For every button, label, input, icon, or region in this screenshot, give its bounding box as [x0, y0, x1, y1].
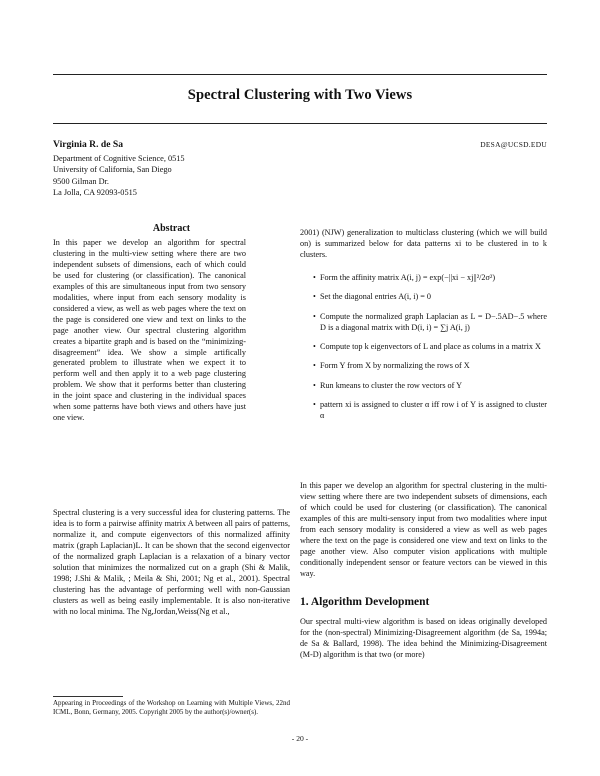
list-item: [300, 312, 547, 334]
abstract-body: In this paper we develop an algorithm for spectral clustering in the multi-view setting where there are two independent subsets of dimensions, each of which could be used for clustering (or classification). The canonical examples of this are simultaneous input from two sensory modalities, where input from each sensory modality is considered a view, as well as web pages where the text on the page is considered one view and text on links to the page another view. Our spectral clustering algorithm creates a bipartite graph and is based on the “minimizing-disagreement” idea. We show a simple artifically generated problem to illustrate when we expect it to perform well and then apply it to a web page clustering problem. We show that it performs better than clustering in the joint space and clustering in the individual spaces when some patterns have both views and others have just one view.: [53, 238, 246, 423]
affiliation-line: Department of Cognitive Science, 0515: [53, 154, 185, 163]
step-text: Form the affinity matrix A(i, j) = exp(−||xi − xj||²/2σ²): [320, 272, 496, 282]
section-body-text: Our spectral multi-view algorithm is based on ideas originally developed for the (non-spectral) Minimizing-Disagreement algorithm (de Sa, 1994a; de Sa & Ballard, 1998). The idea behind the Minimizing-Disagreement (M-D) algorithm is that two (or more): [300, 617, 547, 659]
section-heading: 1. Algorithm Development: [300, 596, 430, 608]
list-item: [300, 381, 547, 392]
list-item: [300, 361, 547, 372]
intro-paragraph: [53, 508, 290, 618]
author-name: Virginia R. de Sa: [53, 139, 124, 150]
bullet-icon: •: [313, 380, 316, 390]
list-item: [300, 400, 547, 422]
list-item: [300, 342, 547, 353]
after-list-paragraph: [300, 481, 547, 580]
step-text: Form Y from X by normalizing the rows of X: [320, 361, 470, 371]
bullet-icon: •: [313, 399, 316, 409]
page-number: - 20 -: [291, 734, 309, 743]
affiliation-line: La Jolla, CA 92093-0515: [53, 188, 137, 198]
after-list-text: In this paper we develop an algorithm for spectral clustering in the multi-view setting where there are two independent subsets of dimensions, each of which could be used for clustering (or classification). The canonical examples of this are multi-sensory input from two modalities where input from each sensory modality is considered a view as well as web pages where the text on the page is considered one view and text on links to the page another view. Also computer vision applications with multiple conditionally independent sensor or feature vectors can be viewed in this way.: [300, 481, 547, 578]
abstract-section: [53, 223, 290, 424]
author-email: DESA@UCSD.EDU: [480, 140, 547, 149]
step-text: Compute the normalized graph Laplacian as L = D−.5AD−.5 where D is a diagonal matrix with D(i, i) = ∑j A(i, j): [320, 311, 547, 332]
footnote-rule: [53, 696, 123, 697]
intro-text: Spectral clustering is a very successful idea for clustering patterns. The idea is to form a pairwise affinity matrix A between all pairs of patterns, normalize it, and compute eigenvectors of this normalized affinity matrix (graph Laplacian)L. It can be shown that the second eigenvector of the normalized graph Laplacian is a relaxation of a binary vector solution that minimizes the normalized cut on a graph (Shi & Malik, 1998; J.Shi & Malik, ; Meila & Shi, 2001; Ng et al., 2001). Spectral clustering has the advantage of performing well with non-Gaussian clusters as well as being easily implementable. It is also non-iterative with no local minima. The Ng,Jordan,Weiss(Ng et al.,: [53, 508, 290, 616]
bullet-icon: •: [313, 341, 316, 351]
right-column: [300, 228, 547, 430]
author-affiliation: [53, 153, 185, 199]
step-text: Run kmeans to cluster the row vectors of Y: [320, 380, 463, 390]
bullet-icon: •: [313, 361, 316, 371]
abstract-heading: Abstract: [152, 223, 191, 234]
step-text: Compute top k eigenvectors of L and place as colums in a matrix X: [320, 341, 541, 351]
algorithm-steps: [300, 273, 547, 422]
affiliation-line: University of California, San Diego: [53, 165, 172, 175]
section-body: [300, 617, 547, 661]
step-text: pattern xi is assigned to cluster α iff row i of Y is assigned to cluster α: [320, 399, 547, 420]
paper-title: Spectral Clustering with Two Views: [187, 87, 413, 103]
title-rule-top: [53, 74, 547, 75]
right-intro: 2001) (NJW) generalization to multiclass clustering (which we will build on) is summarized below for data patterns xi to be clustered in to k clusters.: [300, 228, 547, 259]
list-item: [300, 292, 547, 303]
bullet-icon: •: [313, 311, 316, 321]
list-item: [300, 273, 547, 284]
affiliation-line: 9500 Gilman Dr.: [53, 176, 109, 186]
step-text: Set the diagonal entries A(i, i) = 0: [320, 292, 432, 302]
bullet-icon: •: [313, 272, 316, 282]
footnote: Appearing in Proceedings of the Workshop on Learning with Multiple Views, 22nd ICML, Bonn, Germany, 2005. Copyright 2005 by the author(s)/owner(s).: [53, 699, 290, 717]
bullet-icon: •: [313, 292, 316, 302]
title-rule-bottom: [53, 123, 547, 124]
